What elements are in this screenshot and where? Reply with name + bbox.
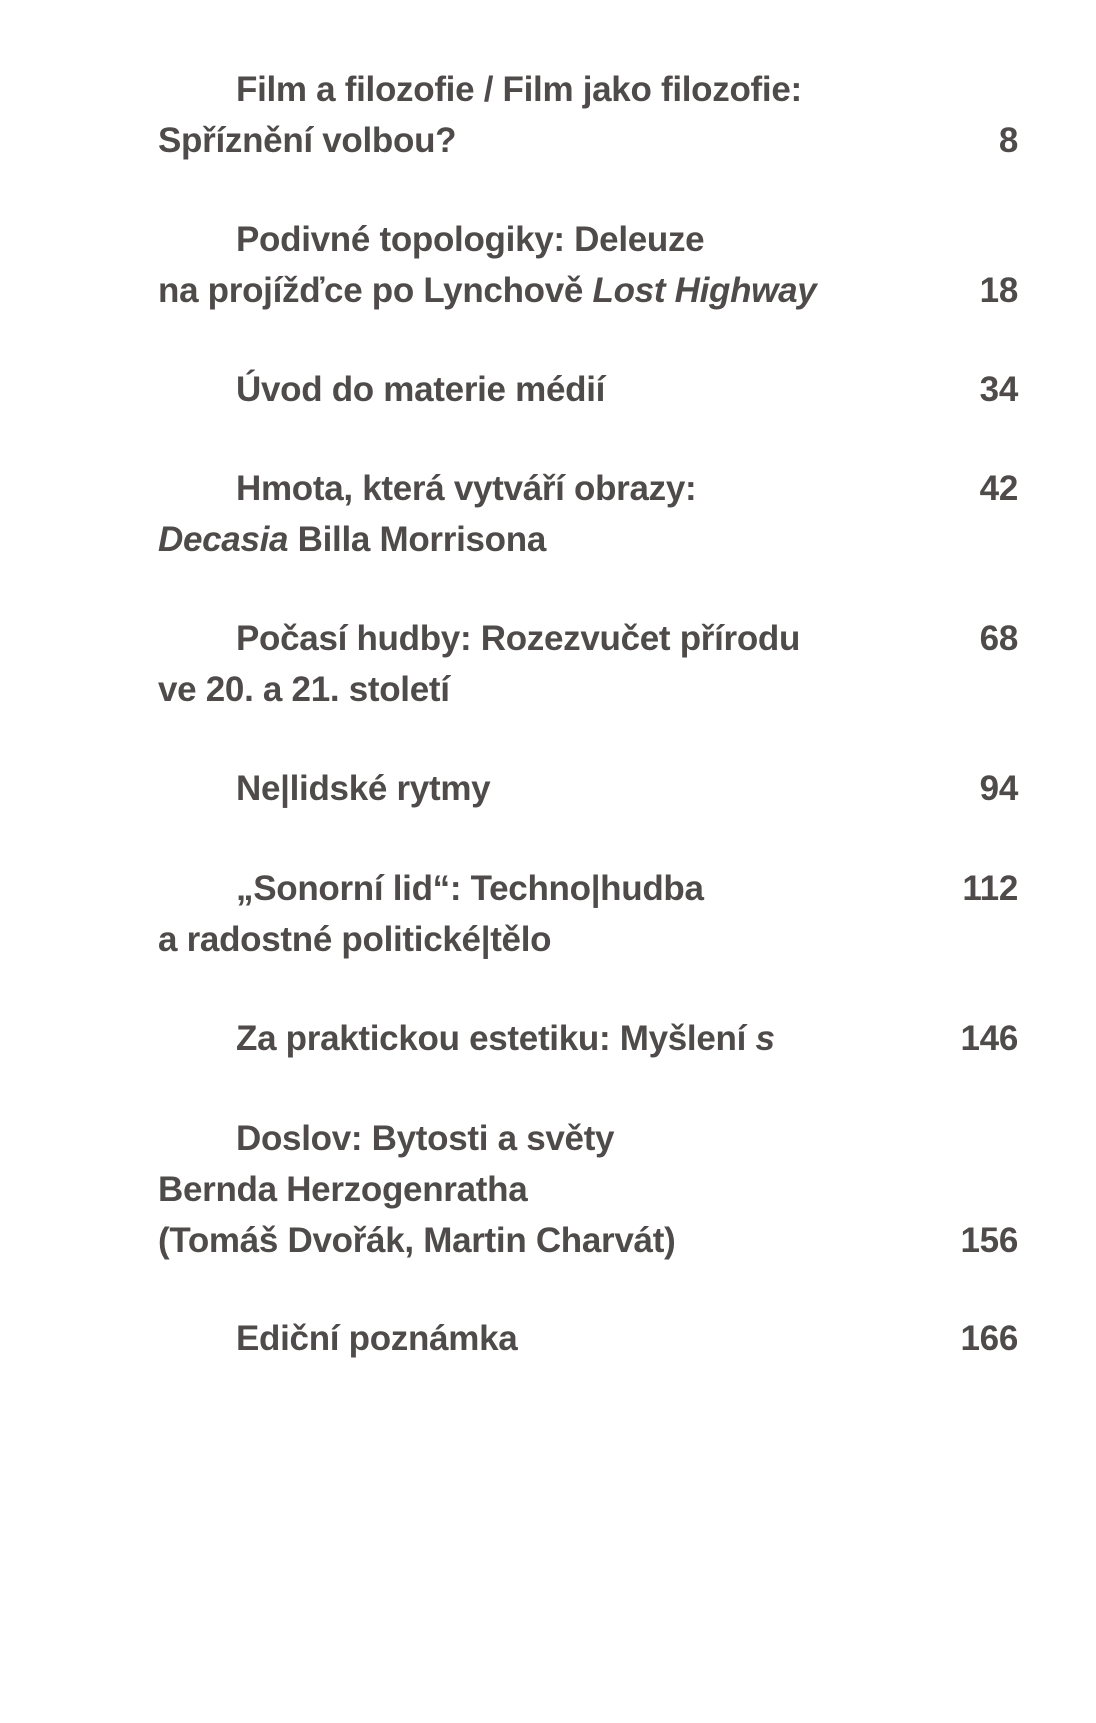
title-text: „Sonorní lid“: Techno|hudba xyxy=(236,869,704,908)
toc-entry xyxy=(158,613,1018,715)
entry-title-line xyxy=(158,1313,1018,1364)
italic-word: s xyxy=(755,1019,775,1058)
page-number: 156 xyxy=(960,1221,1018,1260)
page-number: 34 xyxy=(979,370,1018,409)
entry-title-line xyxy=(158,463,1018,514)
page-number: 18 xyxy=(979,271,1018,310)
title-text: Počasí hudby: Rozezvučet přírodu xyxy=(236,619,801,658)
film-title: Lost Highway xyxy=(592,271,817,310)
entry-title-line xyxy=(158,64,1018,115)
title-text: Ediční poznámka xyxy=(236,1319,518,1358)
title-text: Ne|lidské rytmy xyxy=(236,769,491,808)
title-text: Za praktickou estetiku: Myšlení xyxy=(236,1019,756,1058)
toc-entry xyxy=(158,1113,1018,1266)
title-text: Billa Morrisona xyxy=(288,520,546,559)
entry-title-line xyxy=(158,115,1018,166)
entry-title-line xyxy=(158,514,1018,565)
page-number: 146 xyxy=(960,1019,1018,1058)
page-number: 112 xyxy=(962,869,1018,908)
entry-title-line xyxy=(158,1013,1018,1064)
title-text: Hmota, která vytváří obrazy: xyxy=(236,469,697,508)
page-number: 166 xyxy=(960,1319,1018,1358)
toc-entry xyxy=(158,463,1018,565)
entry-title-line xyxy=(158,613,1018,664)
title-text: Doslov: Bytosti a světy xyxy=(236,1119,615,1158)
entry-title-line xyxy=(158,763,1018,814)
title-text: Úvod do materie médií xyxy=(236,370,606,409)
entry-title-line xyxy=(158,914,1018,965)
page-number: 42 xyxy=(979,469,1018,508)
entry-title-line xyxy=(158,1113,1018,1164)
entry-title-line xyxy=(158,1164,1018,1215)
toc-entry xyxy=(158,863,1018,965)
entry-title-line xyxy=(158,1215,1018,1266)
entry-title-line xyxy=(158,364,1018,415)
film-title: Decasia xyxy=(158,520,289,559)
page-number: 94 xyxy=(979,769,1018,808)
title-text: Film a filozofie / Film jako filozofie: xyxy=(236,70,802,109)
toc-entry xyxy=(158,1013,1018,1064)
entry-title-line xyxy=(158,863,1018,914)
entry-title-line xyxy=(158,664,1018,715)
entry-title-line xyxy=(158,214,1018,265)
toc-entry xyxy=(158,64,1018,166)
title-text: Bernda Herzogenratha xyxy=(158,1170,528,1209)
toc-entry xyxy=(158,214,1018,316)
title-text: (Tomáš Dvořák, Martin Charvát) xyxy=(158,1221,676,1260)
page-number: 68 xyxy=(979,619,1018,658)
title-text: na projížďce po Lynchově xyxy=(158,271,593,310)
title-text: Spříznění volbou? xyxy=(158,121,457,160)
toc-entry xyxy=(158,364,1018,415)
page-number: 8 xyxy=(998,121,1018,160)
title-text: ve 20. a 21. století xyxy=(158,670,450,709)
toc-entry xyxy=(158,763,1018,814)
entry-title-line xyxy=(158,265,1018,316)
toc-entry xyxy=(158,1313,1018,1364)
title-text: a radostné politické|tělo xyxy=(158,920,552,959)
title-text: Podivné topologiky: Deleuze xyxy=(236,220,705,259)
